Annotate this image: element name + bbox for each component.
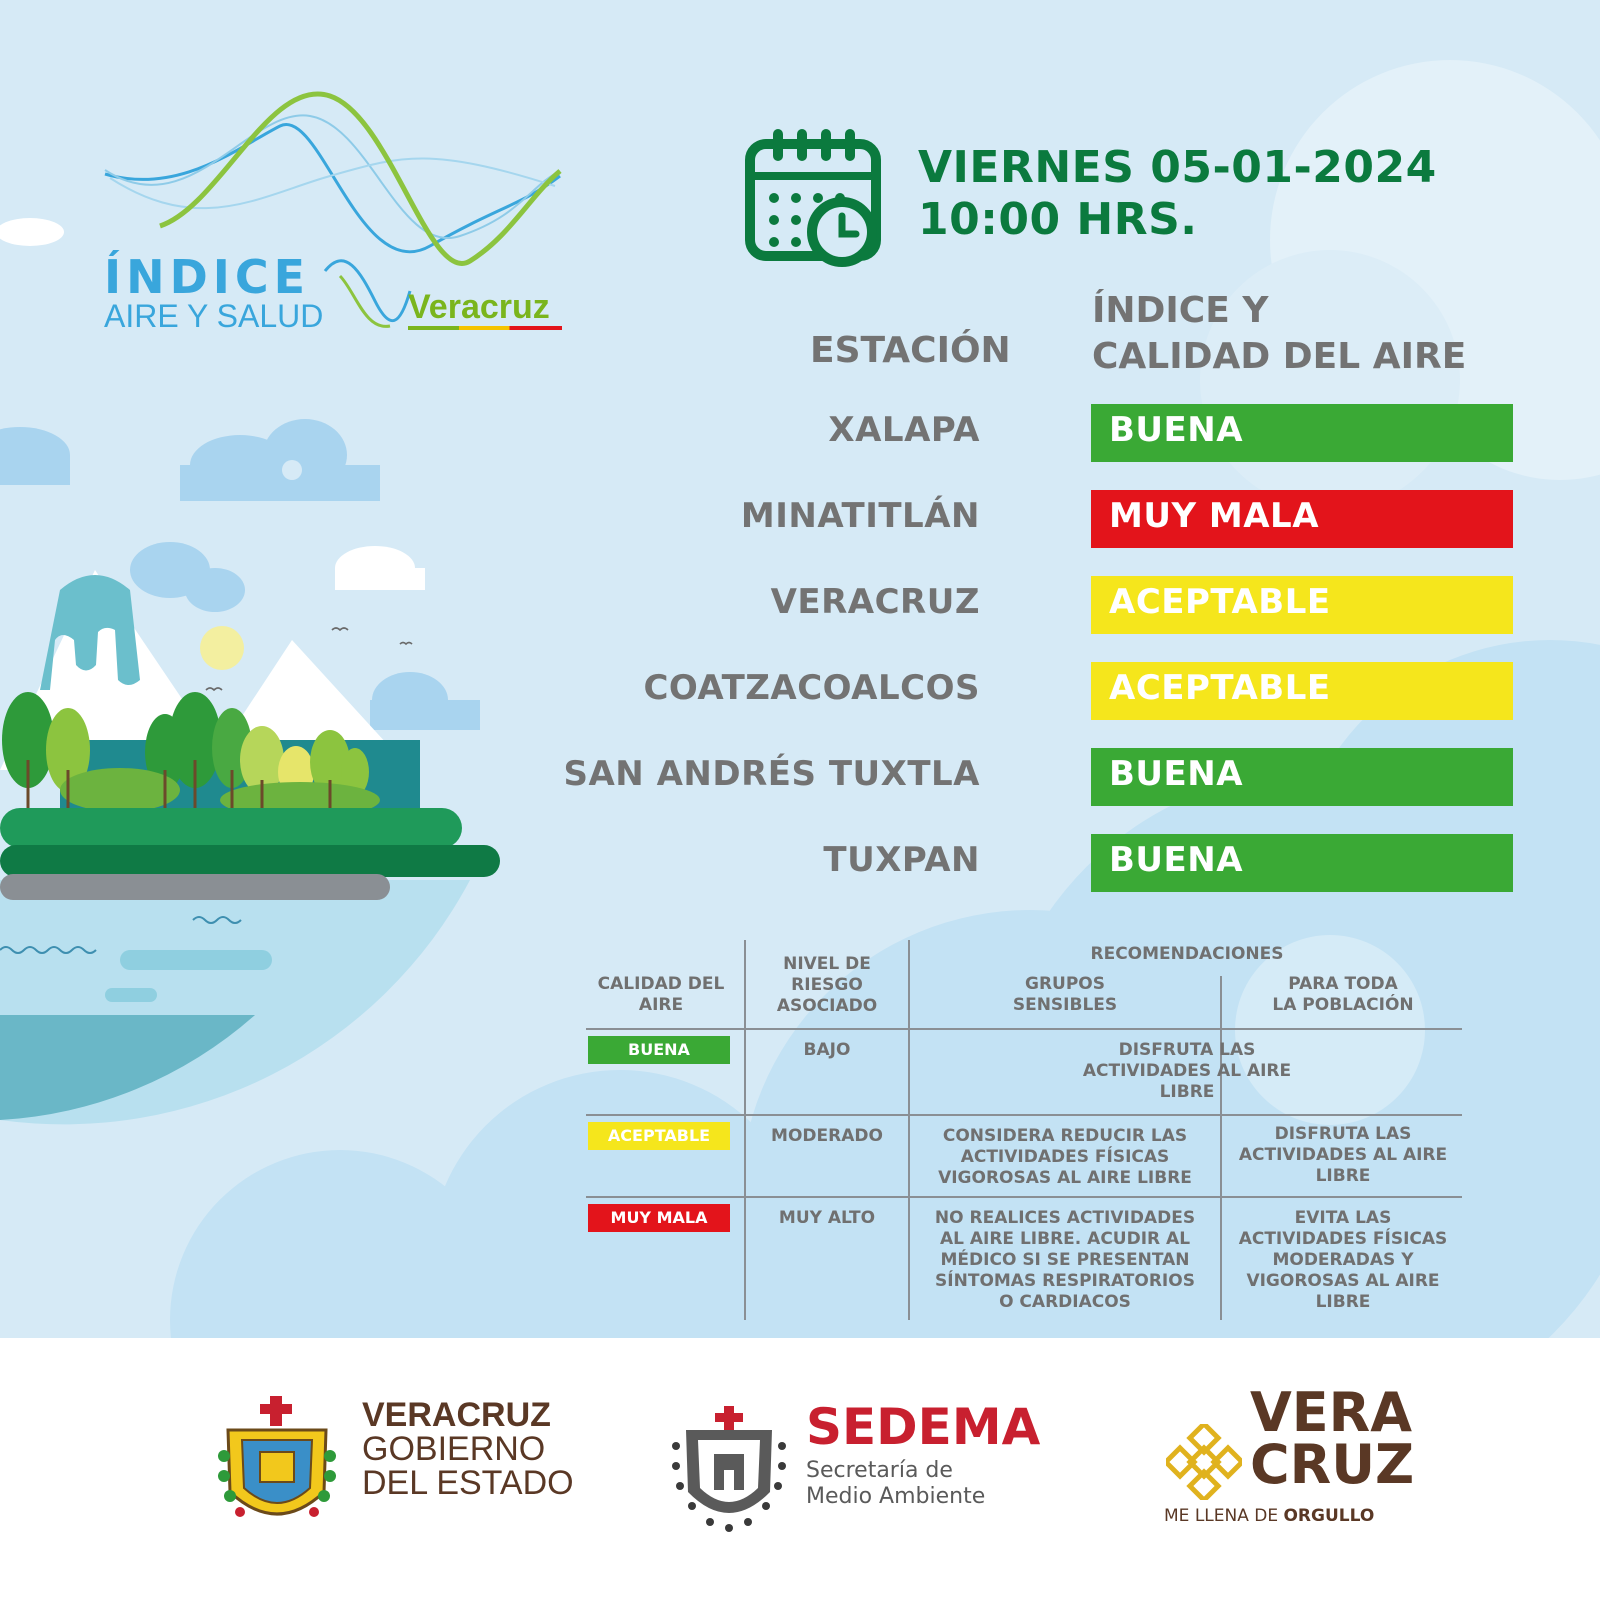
legend-header-risk: NIVEL DE RIESGO ASOCIADO bbox=[776, 954, 878, 1016]
station-name: MINATITLÁN bbox=[740, 496, 980, 536]
logo-word-aire-y-salud: AIRE Y SALUD bbox=[104, 298, 324, 334]
table-divider bbox=[586, 1028, 1462, 1030]
quality-bar bbox=[1091, 490, 1513, 548]
legend-table bbox=[586, 940, 1462, 1320]
station-name: COATZACOALCOS bbox=[643, 668, 980, 708]
quality-bar bbox=[1091, 576, 1513, 634]
legend-tag-aceptable: ACEPTABLE bbox=[588, 1122, 730, 1150]
brand-word-cruz: CRUZ bbox=[1250, 1433, 1415, 1496]
legend-risk-moderado: MODERADO bbox=[771, 1126, 883, 1146]
quality-bar bbox=[1091, 404, 1513, 462]
date-text: VIERNES 05-01-2024 bbox=[918, 142, 1437, 193]
legend-header-population: PARA TODA LA POBLACIÓN bbox=[1272, 974, 1414, 1015]
legend-header-sensitive: GRUPOS SENSIBLES bbox=[1012, 974, 1118, 1015]
sedema-line2: Medio Ambiente bbox=[806, 1484, 986, 1509]
logo-word-indice: ÍNDICE bbox=[104, 250, 311, 304]
table-divider bbox=[744, 940, 746, 1320]
legend-tag-buena: BUENA bbox=[588, 1036, 730, 1064]
table-divider bbox=[586, 1196, 1462, 1198]
sedema-line1: Secretaría de bbox=[806, 1458, 953, 1483]
brand-tagline: ME LLENA DE ORGULLO bbox=[1164, 1506, 1375, 1526]
legend-rec-muy-mala-sensitive: NO REALICES ACTIVIDADES AL AIRE LIBRE. ACUDIR AL MÉDICO SI SE PRESENTAN SÍNTOMAS RESPIRATORIOS O CARDIACOS bbox=[934, 1208, 1196, 1312]
legend-rec-aceptable-all: DISFRUTA LAS ACTIVIDADES AL AIRE LIBRE bbox=[1238, 1124, 1448, 1186]
header-station: ESTACIÓN bbox=[810, 330, 1011, 371]
station-row bbox=[560, 834, 1520, 892]
gov-name: VERACRUZ bbox=[362, 1396, 551, 1434]
legend-rec-aceptable-sensitive: CONSIDERA REDUCIR LAS ACTIVIDADES FÍSICAS VIGOROSAS AL AIRE LIBRE bbox=[938, 1126, 1192, 1188]
station-name: XALAPA bbox=[828, 410, 980, 450]
station-row bbox=[560, 404, 1520, 462]
quality-bar bbox=[1091, 834, 1513, 892]
legend-risk-muy-alto: MUY ALTO bbox=[778, 1208, 876, 1228]
legend-header-recommendations: RECOMENDACIONES bbox=[1090, 944, 1284, 964]
quality-label: ACEPTABLE bbox=[1109, 582, 1331, 622]
quality-bar bbox=[1091, 748, 1513, 806]
legend-tag-muy-mala: MUY MALA bbox=[588, 1204, 730, 1232]
brand-word-vera: VERA bbox=[1250, 1381, 1413, 1444]
legend-header-quality: CALIDAD DEL AIRE bbox=[597, 974, 725, 1015]
calendar-clock-icon bbox=[744, 128, 884, 268]
station-row bbox=[560, 576, 1520, 634]
quality-label: BUENA bbox=[1109, 410, 1244, 450]
quality-bar bbox=[1091, 662, 1513, 720]
gov-line3: DEL ESTADO bbox=[362, 1464, 574, 1502]
legend-rec-muy-mala-all: EVITA LAS ACTIVIDADES FÍSICAS MODERADAS Y VIGOROSAS AL AIRE LIBRE bbox=[1238, 1208, 1448, 1312]
header-quality-line2: CALIDAD DEL AIRE bbox=[1092, 336, 1467, 377]
time-text: 10:00 HRS. bbox=[918, 194, 1198, 245]
header-quality-line1: ÍNDICE Y bbox=[1092, 290, 1269, 331]
legend-rec-buena: DISFRUTA LAS ACTIVIDADES AL AIRE LIBRE bbox=[1082, 1040, 1292, 1102]
station-row bbox=[560, 490, 1520, 548]
quality-label: BUENA bbox=[1109, 754, 1244, 794]
station-row bbox=[560, 662, 1520, 720]
logo-color-stripe bbox=[408, 326, 562, 330]
logo-word-veracruz: Veracruz bbox=[408, 288, 550, 326]
quality-label: MUY MALA bbox=[1109, 496, 1320, 536]
footer bbox=[0, 1338, 1600, 1600]
quality-label: ACEPTABLE bbox=[1109, 668, 1331, 708]
veracruz-coat-of-arms-icon bbox=[218, 1396, 336, 1538]
sedema-title: SEDEMA bbox=[806, 1398, 1041, 1456]
station-name: SAN ANDRÉS TUXTLA bbox=[563, 754, 980, 794]
station-name: TUXPAN bbox=[823, 840, 980, 880]
quality-label: BUENA bbox=[1109, 840, 1244, 880]
gov-line2: GOBIERNO bbox=[362, 1430, 546, 1468]
station-name: VERACRUZ bbox=[770, 582, 980, 622]
station-row bbox=[560, 748, 1520, 806]
table-divider bbox=[908, 940, 910, 1320]
table-divider bbox=[586, 1114, 1462, 1116]
veracruz-knot-icon bbox=[1166, 1424, 1242, 1500]
legend-risk-bajo: BAJO bbox=[803, 1040, 851, 1060]
sedema-shield-icon bbox=[670, 1406, 788, 1536]
